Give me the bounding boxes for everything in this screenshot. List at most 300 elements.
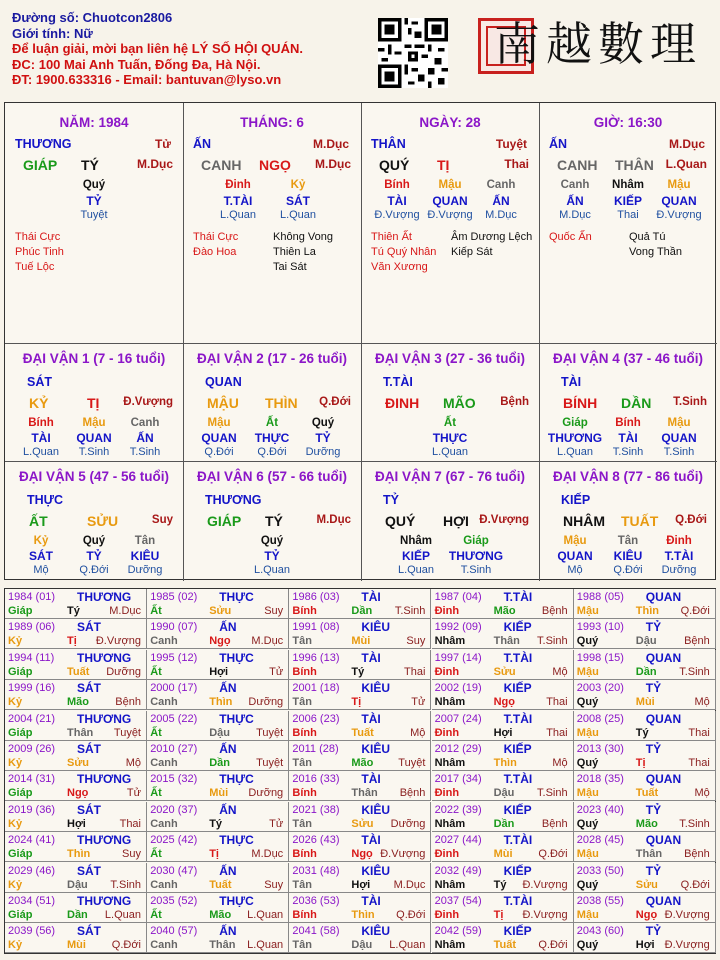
major-luck-title: ĐẠI VẬN 5 (47 - 56 tuổi) xyxy=(18,469,170,484)
major-luck-stem-god: QUAN xyxy=(205,375,242,389)
year-stem-god: T.TÀI xyxy=(503,772,533,787)
year-branch: Mão xyxy=(67,696,89,709)
year-label: 2040 (57) xyxy=(150,925,198,938)
year-stem: Tân xyxy=(292,817,312,830)
year-state: L.Quan xyxy=(247,909,284,921)
hidden-stem-god: SÁT xyxy=(286,194,310,208)
year-label: 1988 (05) xyxy=(576,591,624,603)
year-label: 2012 (29) xyxy=(434,743,482,755)
hidden-stem-state: Đ.Vượng xyxy=(427,209,473,221)
year-label: 2017 (34) xyxy=(434,773,482,786)
year-state: M.Dục xyxy=(251,635,284,648)
major-luck-2 xyxy=(183,343,361,461)
year-state: Q.Đới xyxy=(538,939,568,952)
hidden-stem-state: M.Dục xyxy=(559,209,591,221)
hidden-stem: Canh xyxy=(130,417,160,429)
hidden-stem: Tân xyxy=(617,535,639,547)
pillar-branch-state: M.Dục xyxy=(137,157,173,171)
contact-line: Để luận giải, mời bạn liên hệ LÝ SỐ HỘI QUÁN. xyxy=(12,41,303,56)
year-state: Bệnh xyxy=(115,696,141,709)
year-label: 1991 (08) xyxy=(292,621,340,634)
pillar-3 xyxy=(361,103,539,343)
year-stem-god: THƯƠNG xyxy=(77,711,132,726)
hidden-stem-god: T.TÀI xyxy=(223,194,253,208)
year-label: 2036 (53) xyxy=(292,895,340,907)
year-label: 1984 (01) xyxy=(8,591,56,603)
year-stem: Kỷ xyxy=(8,878,23,891)
pillar-1 xyxy=(5,103,183,343)
year-cell xyxy=(147,893,289,923)
year-branch: Dần xyxy=(351,605,373,617)
year-label: 1987 (04) xyxy=(434,591,482,603)
pillar-branch-state: M.Dục xyxy=(315,157,351,171)
year-cell xyxy=(432,741,574,771)
year-label: 1999 (16) xyxy=(8,682,56,695)
year-label: 2019 (36) xyxy=(8,803,56,816)
major-luck-title: ĐẠI VẬN 1 (7 - 16 tuổi) xyxy=(22,351,166,366)
hidden-stem: Canh xyxy=(560,179,590,191)
gender-line xyxy=(12,26,372,42)
year-stem-god: TÀI xyxy=(361,894,381,908)
pillar-branch-state: Thai xyxy=(504,157,529,171)
year-label: 2010 (27) xyxy=(150,743,198,755)
year-stem-god: THƯƠNG xyxy=(77,833,132,848)
year-label: 2033 (50) xyxy=(576,864,624,877)
pillar-heavenly-stem: CANH xyxy=(201,157,242,173)
year-branch: Sửu xyxy=(209,605,232,617)
major-luck-stem-god: KIẾP xyxy=(561,493,591,507)
year-state: L.Quan xyxy=(104,909,141,921)
hidden-stem-state: L.Quan xyxy=(397,564,435,576)
year-label: 2027 (44) xyxy=(434,834,482,847)
year-label: 2001 (18) xyxy=(292,682,340,695)
year-state: Thai xyxy=(403,665,426,678)
pillar-stem-god: ẤN xyxy=(193,137,212,151)
year-cell xyxy=(289,589,431,619)
major-luck-3 xyxy=(361,343,539,461)
year-branch: Thìn xyxy=(209,696,233,709)
year-branch: Tuất xyxy=(635,787,659,800)
year-state: Bệnh xyxy=(541,817,568,830)
year-state: Suy xyxy=(406,635,426,648)
year-stem-god: THỰC xyxy=(219,833,254,848)
star-inauspicious: Không Vong xyxy=(273,231,333,243)
year-cell xyxy=(289,771,431,801)
year-branch: Tý xyxy=(209,817,223,830)
year-cell xyxy=(5,771,147,801)
star-inauspicious: Âm Dương Lệch xyxy=(451,231,533,243)
year-cell xyxy=(574,863,716,893)
year-stem: Kỷ xyxy=(8,939,23,952)
year-stem-god: SÁT xyxy=(77,620,101,635)
year-branch: Hợi xyxy=(351,878,371,891)
year-stem: Nhâm xyxy=(434,878,466,891)
year-label: 2029 (46) xyxy=(8,864,56,877)
year-stem: Nhâm xyxy=(434,757,466,769)
year-cell xyxy=(147,711,289,741)
hidden-stem: Bính xyxy=(384,179,410,191)
hidden-stem-state: T.Sinh xyxy=(78,446,110,458)
year-label: 2034 (51) xyxy=(8,895,56,907)
year-state: Thai xyxy=(546,696,568,709)
year-stem-god: TÀI xyxy=(361,772,381,787)
year-cell xyxy=(574,893,716,923)
hidden-stem: Đinh xyxy=(225,179,251,191)
year-cell xyxy=(432,680,574,710)
star-auspicious: Phúc Tinh xyxy=(15,246,64,258)
year-branch: Hợi xyxy=(67,817,86,830)
major-luck-7 xyxy=(361,461,539,579)
hidden-stem-state: L.Quan xyxy=(556,446,594,458)
year-state: Tuyệt xyxy=(256,726,284,739)
year-label: 2037 (54) xyxy=(434,895,482,907)
year-cell xyxy=(5,650,147,680)
year-stem-god: SÁT xyxy=(77,863,101,878)
major-luck-6 xyxy=(183,461,361,579)
year-stem-god: TÀI xyxy=(361,711,381,726)
year-branch: Mùi xyxy=(351,635,371,648)
year-stem-god: KIÊU xyxy=(361,620,391,635)
hidden-stem-god: TỶ xyxy=(86,549,102,563)
hidden-stem-state: T.Sinh xyxy=(663,446,695,458)
hidden-stem: Kỷ xyxy=(290,179,306,191)
hidden-stem: Mậu xyxy=(667,417,691,429)
pillar-earthly-branch: TÝ xyxy=(81,157,99,173)
year-branch: Thìn xyxy=(351,909,375,921)
hidden-stem-god: T.TÀI xyxy=(664,549,694,563)
hidden-stem-god: KIẾP xyxy=(613,194,642,208)
hidden-stem-state: L.Quan xyxy=(22,446,60,458)
year-label: 1990 (07) xyxy=(150,621,198,634)
year-cell xyxy=(5,923,147,953)
year-stem-god: QUAN xyxy=(645,590,682,604)
hidden-stem: Ất xyxy=(265,417,279,429)
year-cell xyxy=(574,619,716,649)
star-auspicious: Văn Xương xyxy=(371,261,428,273)
year-label: 2030 (47) xyxy=(150,864,198,877)
major-luck-branch-state: M.Dục xyxy=(316,514,351,526)
year-stem: Kỷ xyxy=(8,817,23,830)
hidden-stem-god: ẤN xyxy=(136,431,154,445)
major-luck-stem-god: THỰC xyxy=(27,493,64,507)
year-cell xyxy=(289,680,431,710)
year-state: T.Sinh xyxy=(679,665,710,678)
hidden-stem-state: Đ.Vượng xyxy=(656,209,702,221)
year-branch: Mão xyxy=(493,605,516,617)
year-state: Đ.Vượng xyxy=(95,635,141,648)
year-stem: Nhâm xyxy=(434,939,466,952)
year-stem: Bính xyxy=(292,848,317,861)
year-branch: Ngọ xyxy=(635,909,658,921)
year-state: M.Dục xyxy=(109,605,141,617)
year-stem-god: KIÊU xyxy=(361,681,391,696)
hidden-stem-god: QUAN xyxy=(661,194,697,208)
year-label: 2004 (21) xyxy=(8,712,56,725)
major-luck-stem-god: THƯƠNG xyxy=(205,493,262,507)
hidden-stem: Mậu xyxy=(563,535,587,547)
star-inauspicious: Vong Thần xyxy=(629,246,683,258)
major-luck-stem: MẬU xyxy=(207,395,239,411)
year-stem: Quý xyxy=(576,939,599,952)
year-stem-god: THƯƠNG xyxy=(77,650,132,665)
chart-header xyxy=(12,10,372,88)
year-stem: Ất xyxy=(150,787,162,800)
year-label: 2000 (17) xyxy=(150,682,198,695)
year-branch: Tuất xyxy=(209,878,232,891)
year-cell xyxy=(147,863,289,893)
pillar-4 xyxy=(539,103,717,343)
major-luck-branch-state: Bệnh xyxy=(500,396,529,408)
hidden-stem-god: TÀI xyxy=(387,194,407,208)
star-auspicious: Thái Cực xyxy=(193,231,239,243)
year-state: Q.Đới xyxy=(111,939,141,952)
major-luck-branch: THÌN xyxy=(265,395,298,411)
year-branch: Tý xyxy=(635,726,649,739)
year-state: Dưỡng xyxy=(248,787,284,800)
hidden-stem-state: Q.Đới xyxy=(257,446,287,458)
hidden-stem-state: L.Quan xyxy=(219,209,257,221)
year-stem: Đinh xyxy=(434,726,460,739)
hidden-stem: Mậu xyxy=(667,179,691,191)
year-branch: Tị xyxy=(209,848,219,861)
year-branch: Ngọ xyxy=(67,787,89,800)
year-label: 1986 (03) xyxy=(292,591,340,603)
year-stem-god: KIÊU xyxy=(361,742,391,756)
year-state: Bệnh xyxy=(684,635,710,648)
year-branch: Mão xyxy=(635,817,658,830)
account-value: Chuotcon2806 xyxy=(82,10,173,25)
year-stem: Bính xyxy=(292,726,317,739)
year-cell xyxy=(289,863,431,893)
hidden-stem-god: ẤN xyxy=(566,194,584,208)
year-stem-god: THỰC xyxy=(219,894,254,908)
year-cell xyxy=(289,650,431,680)
year-label: 2022 (39) xyxy=(434,803,482,816)
year-label: 2002 (19) xyxy=(434,682,482,695)
hidden-stem-state: T.Sinh xyxy=(612,446,644,458)
hidden-stem-state: Mộ xyxy=(33,564,49,576)
year-branch: Thân xyxy=(635,848,663,861)
year-stem-god: ẤN xyxy=(219,863,237,878)
year-label: 1985 (02) xyxy=(150,591,198,603)
year-branch: Sửu xyxy=(493,665,516,678)
year-stem-god: T.TÀI xyxy=(503,590,533,604)
hidden-stem-god: THỰC xyxy=(432,431,468,445)
year-cell xyxy=(5,711,147,741)
year-branch: Thân xyxy=(67,726,94,739)
star-inauspicious: Thiên La xyxy=(273,246,316,258)
major-luck-branch: TÝ xyxy=(265,513,283,529)
year-stem-god: KIÊU xyxy=(361,863,391,878)
year-cell xyxy=(289,711,431,741)
year-stem-god: T.TÀI xyxy=(503,894,533,908)
year-branch: Mùi xyxy=(493,848,513,861)
year-stem-god: TỶ xyxy=(645,924,662,939)
hidden-stem-god: TỶ xyxy=(86,194,102,208)
year-label: 2023 (40) xyxy=(576,803,624,816)
year-label: 2013 (30) xyxy=(576,743,624,755)
year-branch: Tý xyxy=(493,878,507,891)
year-stem: Quý xyxy=(576,757,599,769)
year-stem: Đinh xyxy=(434,605,460,617)
year-state: Suy xyxy=(122,848,141,861)
year-label: 2028 (45) xyxy=(576,834,624,847)
year-label: 2041 (58) xyxy=(292,925,340,938)
hidden-stem-god: THỰC xyxy=(254,431,290,445)
year-branch: Thân xyxy=(351,787,378,800)
year-label: 2018 (35) xyxy=(576,773,624,786)
year-cell xyxy=(147,680,289,710)
year-branch: Tị xyxy=(351,696,362,709)
major-luck-branch: DẦN xyxy=(621,395,652,411)
year-cell xyxy=(574,711,716,741)
year-stem: Canh xyxy=(150,878,178,891)
year-branch: Mùi xyxy=(209,787,229,800)
hidden-stem: Nhâm xyxy=(400,535,432,547)
year-branch: Dậu xyxy=(493,787,515,800)
year-label: 2016 (33) xyxy=(292,773,340,786)
year-branch: Hợi xyxy=(493,726,513,739)
year-label: 2020 (37) xyxy=(150,803,198,816)
year-state: Tuyệt xyxy=(398,757,426,769)
hidden-stem: Mậu xyxy=(82,417,106,429)
year-stem: Nhâm xyxy=(434,696,466,709)
year-stem-god: THƯƠNG xyxy=(77,772,132,787)
major-luck-branch-state: T.Sinh xyxy=(673,396,707,408)
year-label: 2015 (32) xyxy=(150,773,198,786)
star-auspicious: Quốc Ấn xyxy=(549,231,592,243)
year-state: Tuyệt xyxy=(256,757,284,769)
year-state: Q.Đới xyxy=(396,909,426,921)
year-label: 2005 (22) xyxy=(150,712,198,725)
year-stem-god: KIÊU xyxy=(361,924,391,939)
year-stem: Ất xyxy=(150,909,162,921)
year-state: Đ.Vượng xyxy=(522,878,568,891)
year-stem-god: QUAN xyxy=(645,833,682,848)
major-luck-branch-state: Q.Đới xyxy=(319,396,351,408)
year-branch: Mão xyxy=(209,909,232,921)
year-stem: Đinh xyxy=(434,848,460,861)
year-label: 2032 (49) xyxy=(434,864,482,877)
hidden-stem: Tân xyxy=(134,535,156,547)
qr-code-icon[interactable] xyxy=(378,18,448,88)
year-stem: Giáp xyxy=(8,605,33,617)
year-cell xyxy=(432,650,574,680)
hidden-stem-god: THƯƠNG xyxy=(448,549,504,563)
year-branch: Sửu xyxy=(67,757,90,769)
major-luck-stem: GIÁP xyxy=(207,513,242,529)
year-branch: Mùi xyxy=(635,696,655,709)
year-cell xyxy=(432,589,574,619)
year-stem-god: THỰC xyxy=(219,711,254,726)
year-label: 2039 (56) xyxy=(8,925,56,938)
hidden-stem: Nhâm xyxy=(612,179,644,191)
major-luck-5 xyxy=(5,461,183,579)
annual-luck-table xyxy=(4,588,716,954)
year-state: Thai xyxy=(546,726,568,739)
year-stem-god: ẤN xyxy=(219,681,237,696)
year-stem: Mậu xyxy=(576,848,599,861)
hidden-stem: Kỷ xyxy=(33,535,49,547)
year-cell xyxy=(147,832,289,862)
year-state: Bệnh xyxy=(684,848,710,861)
year-stem-god: ẤN xyxy=(219,742,237,756)
major-luck-8 xyxy=(539,461,717,579)
pillar-branch-state: L.Quan xyxy=(665,157,707,171)
hidden-stem-state: T.Sinh xyxy=(129,446,161,458)
year-cell xyxy=(289,619,431,649)
year-stem: Ất xyxy=(150,605,162,617)
year-cell xyxy=(5,589,147,619)
year-stem-god: TỶ xyxy=(645,863,662,878)
year-branch: Tý xyxy=(351,665,365,678)
year-branch: Ngọ xyxy=(209,635,231,648)
year-stem: Quý xyxy=(576,817,599,830)
year-stem: Bính xyxy=(292,605,317,617)
year-state: Đ.Vượng xyxy=(522,909,568,921)
major-luck-branch-state: Suy xyxy=(151,514,173,526)
major-luck-branch: HỢI xyxy=(443,513,469,529)
year-stem-god: TÀI xyxy=(361,650,381,665)
pillar-2 xyxy=(183,103,361,343)
year-stem: Ất xyxy=(150,848,162,861)
year-branch: Thân xyxy=(493,635,520,648)
four-pillars-chart xyxy=(4,102,716,580)
year-stem-god: TỶ xyxy=(645,681,662,696)
major-luck-stem: BÍNH xyxy=(563,395,598,411)
year-stem: Giáp xyxy=(8,726,33,739)
year-branch: Hợi xyxy=(209,665,229,678)
year-cell xyxy=(574,923,716,953)
year-stem-god: THỰC xyxy=(219,650,254,665)
hidden-stem: Đinh xyxy=(666,535,692,547)
year-label: 2024 (41) xyxy=(8,834,56,847)
year-cell xyxy=(147,741,289,771)
year-state: Đ.Vượng xyxy=(664,939,710,952)
year-state: L.Quan xyxy=(389,939,426,952)
hidden-stem: Bính xyxy=(28,417,54,429)
hidden-stem-state: T.Sinh xyxy=(460,564,492,576)
year-state: Mộ xyxy=(694,787,710,800)
year-branch: Tị xyxy=(67,635,77,648)
year-stem: Mậu xyxy=(576,605,599,617)
hidden-stem-state: Q.Đới xyxy=(204,446,234,458)
year-state: Mộ xyxy=(410,726,426,739)
pillar-stem-god: THÂN xyxy=(371,137,406,151)
star-auspicious: Thiên Ất xyxy=(371,231,412,243)
year-stem: Ất xyxy=(150,665,162,678)
hidden-stem: Canh xyxy=(486,179,516,191)
year-stem: Nhâm xyxy=(434,817,466,830)
year-cell xyxy=(432,619,574,649)
hidden-stem-state: Tuyệt xyxy=(80,209,108,221)
year-state: T.Sinh xyxy=(110,878,141,891)
hidden-stem-god: TỶ xyxy=(264,549,280,563)
year-cell xyxy=(147,589,289,619)
hidden-stem: Mậu xyxy=(207,417,231,429)
year-cell xyxy=(5,680,147,710)
year-cell xyxy=(432,863,574,893)
year-stem-god: ẤN xyxy=(219,924,237,939)
major-luck-stem-god: SÁT xyxy=(27,375,52,389)
year-label: 1989 (06) xyxy=(8,621,56,634)
year-cell xyxy=(574,650,716,680)
year-label: 2038 (55) xyxy=(576,895,624,907)
year-label: 2043 (60) xyxy=(576,925,624,938)
hidden-stem-god: QUAN xyxy=(432,194,468,208)
pillar-stem-state: Tuyệt xyxy=(495,137,527,151)
year-cell xyxy=(432,923,574,953)
